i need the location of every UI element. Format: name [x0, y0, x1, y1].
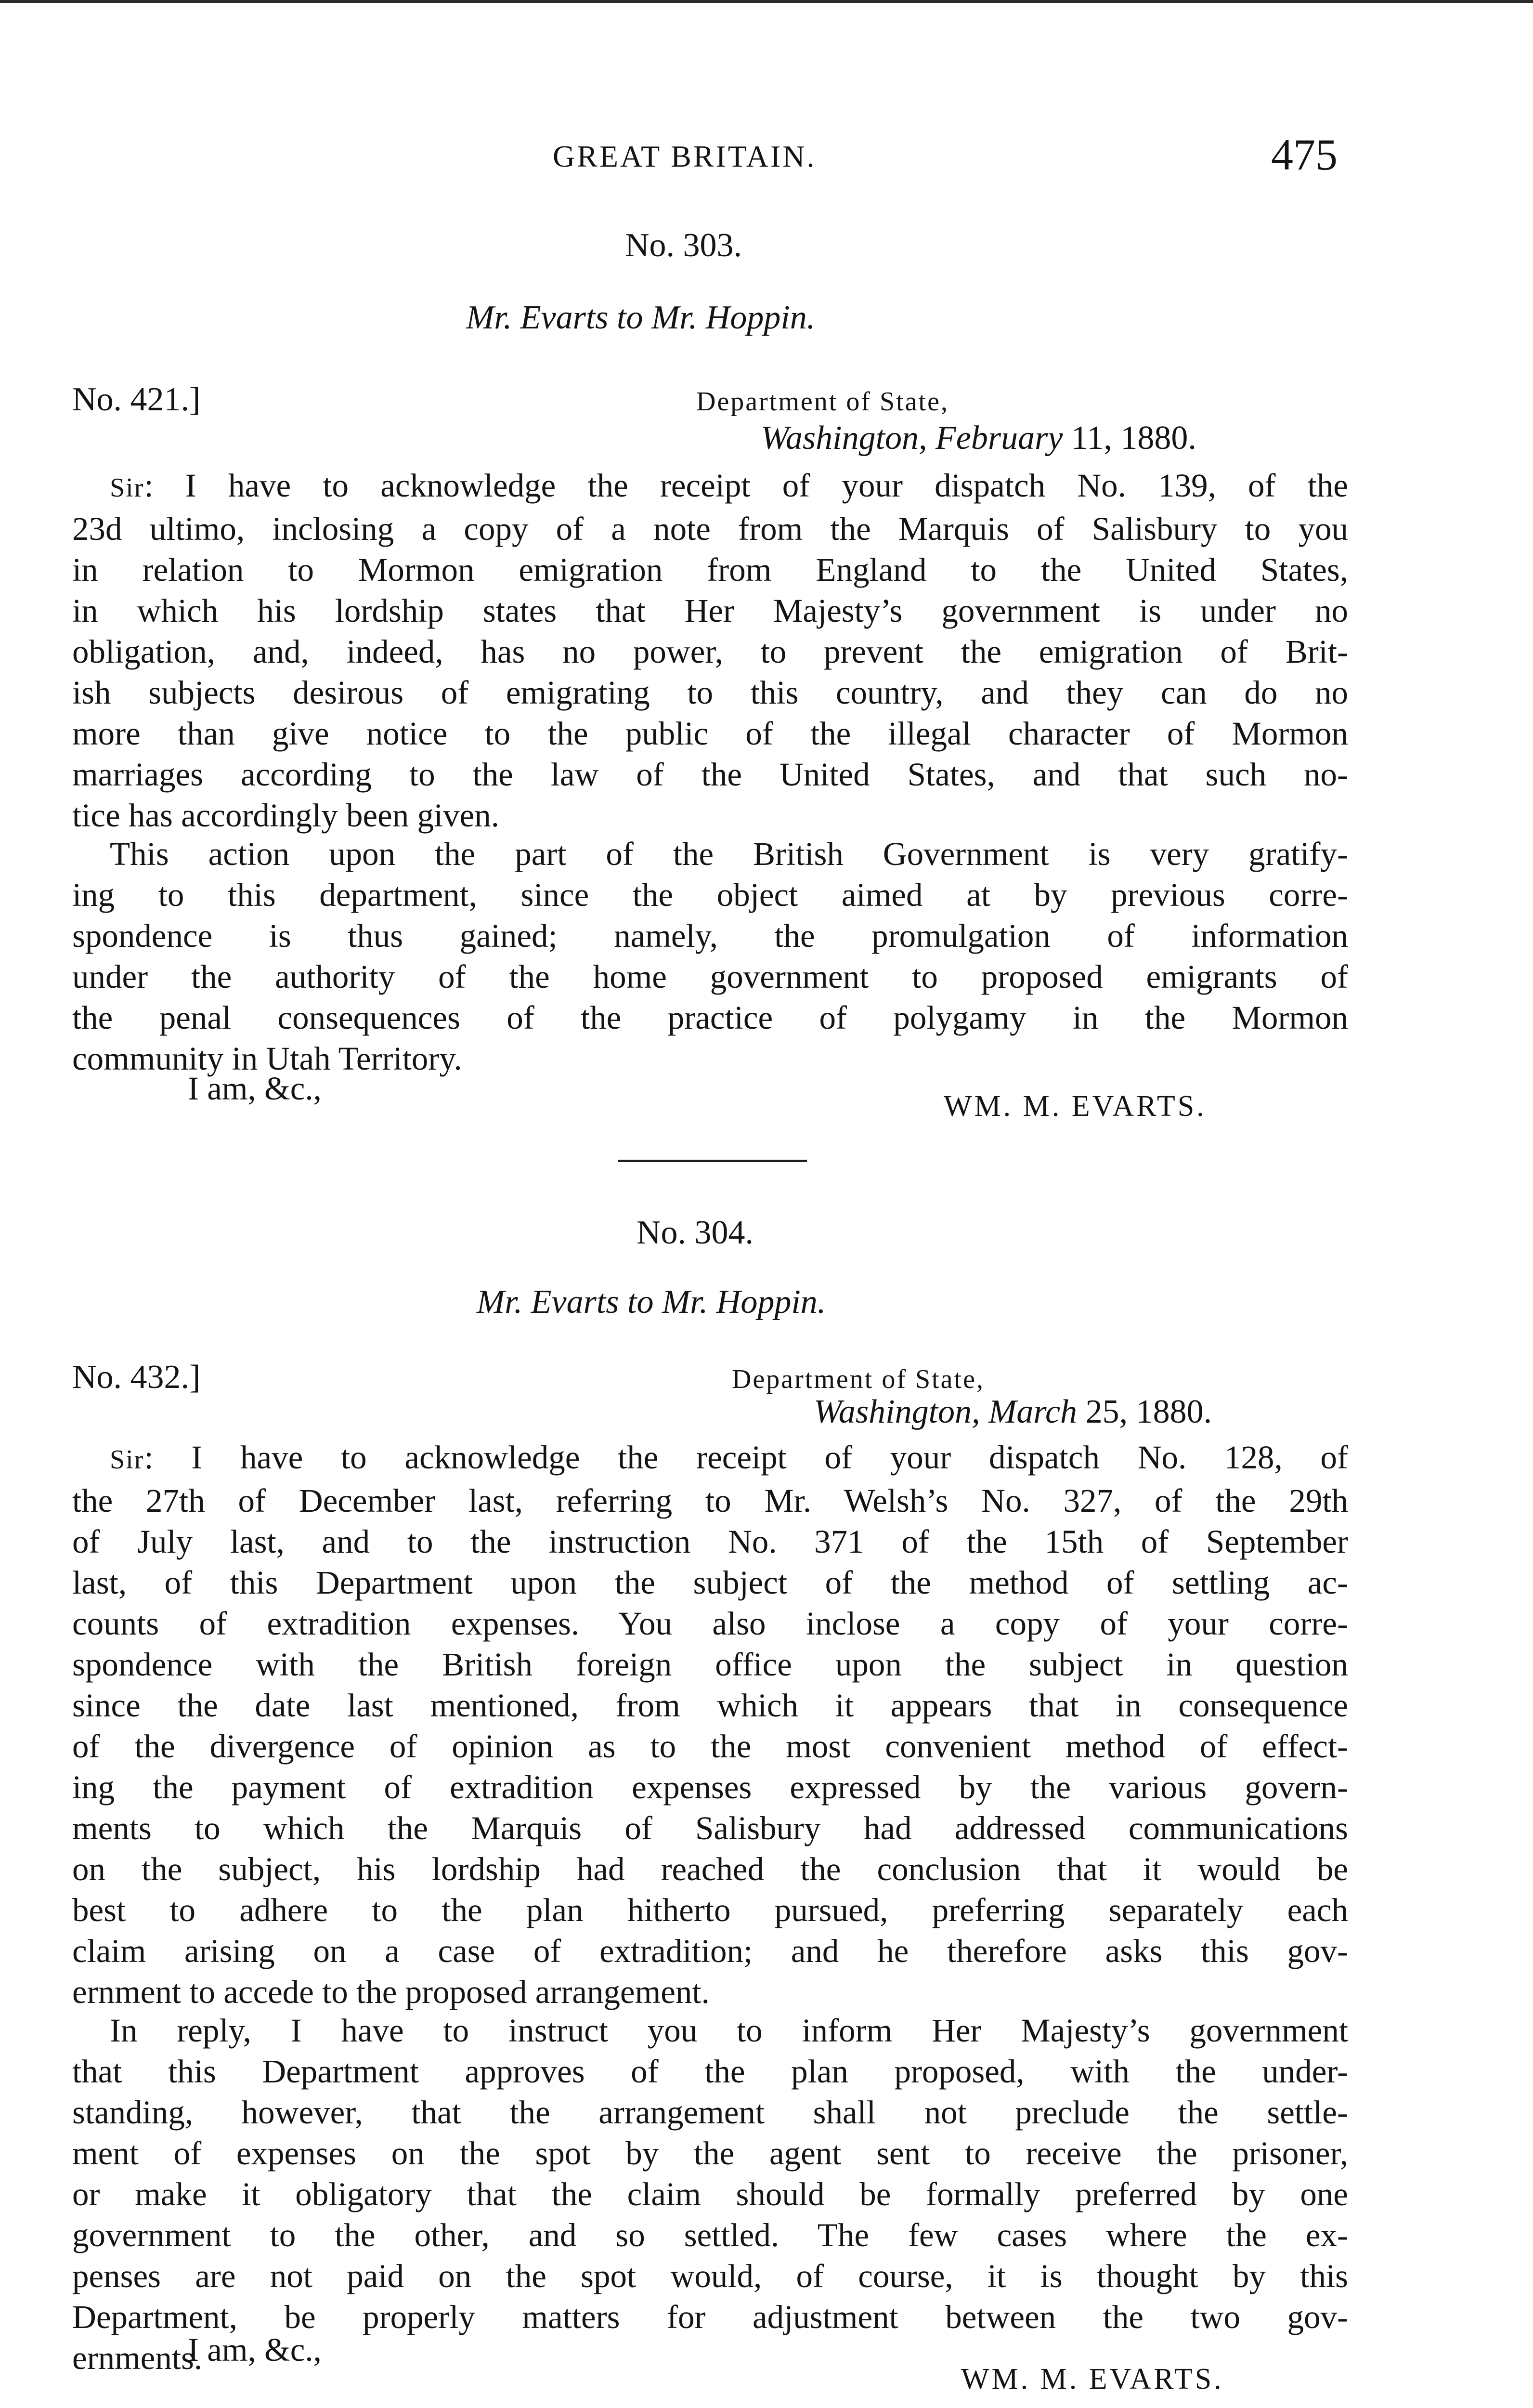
paragraph-line: marriages according to the law of the United States, and that such no-	[72, 756, 1348, 793]
document-heading: Mr. Evarts to Mr. Hoppin.	[466, 299, 816, 336]
paragraph-line: Department, be properly matters for adjustment between the two gov-	[72, 2299, 1348, 2335]
date-month: March	[988, 1393, 1078, 1430]
department-line	[732, 1358, 985, 1397]
paragraph-line: Sir: I have to acknowledge the receipt of your dispatch No. 128, of	[110, 1439, 1348, 1476]
paragraph-line: last, of this Department upon the subject of the method of settling ac-	[72, 1564, 1348, 1601]
paragraph-line: ment of expenses on the spot by the agent sent to receive the prisoner,	[72, 2135, 1348, 2172]
paragraph-line: ernment to accede to the proposed arrangement.	[72, 1974, 710, 2010]
paragraph-line: Sir: I have to acknowledge the receipt of your dispatch No. 139, of the	[110, 467, 1348, 504]
body-paragraph	[72, 1437, 1348, 2013]
body-paragraph	[72, 465, 1348, 836]
salutation: Sir	[110, 1445, 144, 1475]
reference-number: No. 432.]	[72, 1359, 201, 1396]
department-name: Department of State,	[696, 387, 949, 417]
document-number: No. 304.	[637, 1214, 754, 1251]
paragraph-line: claim arising on a case of extradition; and he therefore asks this gov-	[72, 1933, 1348, 1969]
paragraph-line: spondence is thus gained; namely, the promulgation of information	[72, 917, 1348, 954]
paragraph-line: the 27th of December last, referring to Mr. Welsh’s No. 327, of the 29th	[72, 1482, 1348, 1519]
paragraph-line: under the authority of the home government to proposed emigrants of	[72, 958, 1348, 995]
paragraph-line: ing to this department, since the object aimed at by previous corre-	[72, 877, 1348, 913]
dateline	[761, 419, 1196, 458]
paragraph-line: 23d ultimo, inclosing a copy of a note from the Marquis of Salisbury to you	[72, 510, 1348, 547]
paragraph-line: standing, however, that the arrangement shall not preclude the settle-	[72, 2094, 1348, 2131]
paragraph-line: government to the other, and so settled. The few cases where the ex-	[72, 2217, 1348, 2253]
body-paragraph	[72, 2010, 1348, 2379]
paragraph-line: This action upon the part of the British Government is very gratify-	[110, 836, 1348, 872]
paragraph-line: community in Utah Territory.	[72, 1040, 462, 1077]
running-head: GREAT BRITAIN.	[553, 139, 817, 173]
paragraph-line: of July last, and to the instruction No. 371 of the 15th of September	[72, 1523, 1348, 1560]
reference-number: No. 421.]	[72, 381, 201, 418]
department-name: Department of State,	[732, 1364, 985, 1394]
date-rest: 25, 1880.	[1085, 1393, 1212, 1430]
paragraph-line: obligation, and, indeed, has no power, to prevent the emigration of Brit-	[72, 633, 1348, 670]
signature: WM. M. EVARTS.	[944, 1090, 1207, 1123]
paragraph-line: counts of extradition expenses. You also inclose a copy of your corre-	[72, 1605, 1348, 1642]
department-line	[696, 380, 949, 419]
paragraph-line: ernments.	[72, 2340, 203, 2376]
paragraph-line: that this Department approves of the plan proposed, with the under-	[72, 2053, 1348, 2090]
document-heading: Mr. Evarts to Mr. Hoppin.	[477, 1283, 826, 1321]
closing: I am, &c.,	[188, 2331, 322, 2368]
paragraph-line: in which his lordship states that Her Majesty’s government is under no	[72, 592, 1348, 629]
paragraph-line: ish subjects desirous of emigrating to this country, and they can do no	[72, 674, 1348, 711]
paragraph-line: or make it obligatory that the claim should be formally preferred by one	[72, 2176, 1348, 2212]
paragraph-line: penses are not paid on the spot would, of course, it is thought by this	[72, 2258, 1348, 2294]
paragraph-line: in relation to Mormon emigration from England to the United States,	[72, 551, 1348, 588]
paragraph-line: more than give notice to the public of the illegal character of Mormon	[72, 715, 1348, 752]
paragraph-line: on the subject, his lordship had reached the conclusion that it would be	[72, 1851, 1348, 1887]
paragraph-line: tice has accordingly been given.	[72, 797, 500, 834]
paragraph-line: ing the payment of extradition expenses expressed by the various govern-	[72, 1769, 1348, 1806]
paragraph-line: since the date last mentioned, from which it appears that in consequence	[72, 1687, 1348, 1724]
top-edge-rule	[0, 0, 1533, 3]
signature: WM. M. EVARTS.	[961, 2363, 1224, 2395]
paragraph-line: best to adhere to the plan hitherto pursued, preferring separately each	[72, 1892, 1348, 1928]
paragraph-line: of the divergence of opinion as to the most convenient method of effect-	[72, 1728, 1348, 1765]
document-number: No. 303.	[625, 227, 742, 264]
paragraph-line: In reply, I have to instruct you to inform Her Majesty’s government	[110, 2012, 1348, 2049]
date-place: Washington,	[814, 1393, 980, 1430]
body-paragraph	[72, 834, 1348, 1079]
date-place: Washington,	[761, 419, 927, 457]
paragraph-line: ments to which the Marquis of Salisbury had addressed communications	[72, 1810, 1348, 1846]
page-number: 475	[1271, 130, 1338, 179]
paragraph-line: spondence with the British foreign office upon the subject in question	[72, 1646, 1348, 1683]
dateline	[814, 1393, 1212, 1431]
paragraph-line: the penal consequences of the practice of polygamy in the Mormon	[72, 999, 1348, 1036]
date-rest: 11, 1880.	[1071, 419, 1196, 457]
closing: I am, &c.,	[188, 1070, 322, 1107]
salutation: Sir	[110, 473, 144, 503]
section-divider	[618, 1160, 807, 1162]
date-month: February	[935, 419, 1063, 457]
